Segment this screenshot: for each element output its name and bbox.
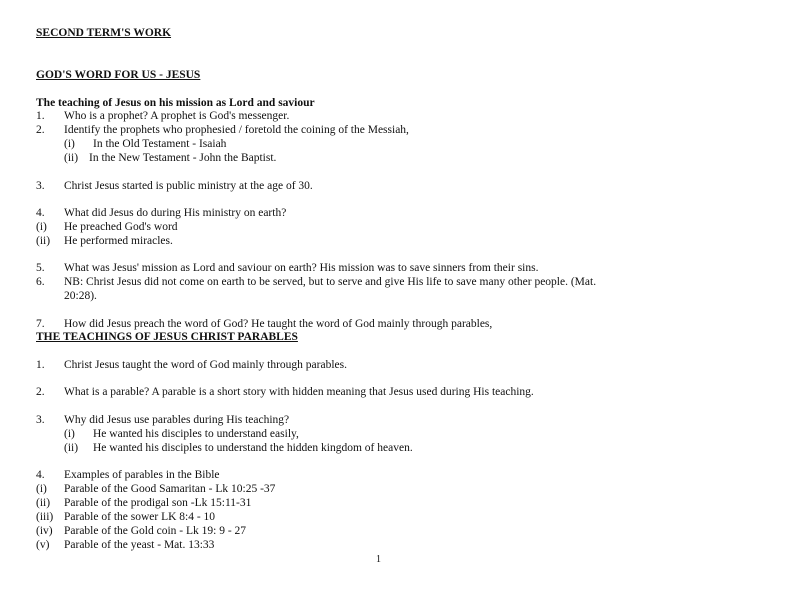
item-number: 3. bbox=[36, 414, 45, 426]
list-subitem bbox=[64, 152, 277, 166]
item-number: 4. bbox=[36, 469, 45, 481]
list-item bbox=[36, 469, 220, 483]
list-item bbox=[36, 318, 493, 332]
item-text: What is a parable? A parable is a short story with hidden meaning that Jesus used during His teaching. bbox=[64, 386, 534, 398]
item-text: Parable of the Gold coin - Lk 19: 9 - 27 bbox=[64, 525, 247, 537]
item-text: He preached God's word bbox=[64, 221, 178, 233]
item-number: 7. bbox=[36, 318, 45, 330]
item-number: (iii) bbox=[36, 511, 54, 523]
list-item bbox=[36, 262, 539, 276]
item-number: (i) bbox=[64, 428, 75, 440]
item-text: Identify the prophets who prophesied / foretold the coining of the Messiah, bbox=[64, 124, 409, 136]
item-text: Who is a prophet? A prophet is God's messenger. bbox=[64, 110, 290, 122]
item-number: 4. bbox=[36, 207, 45, 219]
list-item bbox=[36, 110, 290, 124]
item-number: (ii) bbox=[36, 235, 51, 247]
item-number: (i) bbox=[36, 483, 47, 495]
item-text: Christ Jesus taught the word of God mainly through parables. bbox=[64, 359, 347, 371]
item-text: Parable of the Good Samaritan - Lk 10:25 -37 bbox=[64, 483, 276, 495]
item-text: Parable of the prodigal son -Lk 15:11-31 bbox=[64, 497, 252, 509]
item-number: 6. bbox=[36, 276, 45, 288]
item-text: He performed miracles. bbox=[64, 235, 173, 247]
section-heading: THE TEACHINGS OF JESUS CHRIST PARABLES bbox=[36, 331, 298, 343]
item-number: (i) bbox=[64, 138, 75, 150]
list-subitem bbox=[64, 428, 299, 442]
item-number: (ii) bbox=[64, 152, 79, 164]
item-text: Parable of the yeast - Mat. 13:33 bbox=[64, 539, 215, 551]
item-text: How did Jesus preach the word of God? He taught the word of God mainly through parables, bbox=[64, 318, 493, 330]
item-number: 1. bbox=[36, 359, 45, 371]
list-subitem bbox=[36, 483, 276, 497]
item-text: In the New Testament - John the Baptist. bbox=[89, 152, 277, 164]
term-heading: SECOND TERM'S WORK bbox=[36, 27, 172, 39]
item-number: (i) bbox=[36, 221, 47, 233]
item-text: What was Jesus' mission as Lord and saviour on earth? His mission was to save sinners from their sins. bbox=[64, 262, 539, 274]
item-number: 5. bbox=[36, 262, 45, 274]
item-text: He wanted his disciples to understand easily, bbox=[93, 428, 299, 440]
topic-heading: GOD'S WORD FOR US - JESUS bbox=[36, 69, 201, 81]
item-text: Christ Jesus started is public ministry at the age of 30. bbox=[64, 180, 313, 192]
item-number: (ii) bbox=[64, 442, 79, 454]
subheading: The teaching of Jesus on his mission as Lord and saviour bbox=[36, 97, 315, 109]
list-subitem bbox=[36, 539, 215, 553]
list-subitem bbox=[36, 235, 173, 249]
item-text: Parable of the sower LK 8:4 - 10 bbox=[64, 511, 216, 523]
list-item bbox=[36, 386, 534, 400]
item-number: 2. bbox=[36, 386, 45, 398]
list-subitem bbox=[36, 511, 216, 525]
list-subitem bbox=[36, 525, 247, 539]
item-text: Why did Jesus use parables during His teaching? bbox=[64, 414, 290, 426]
item-text: What did Jesus do during His ministry on earth? bbox=[64, 207, 287, 219]
list-subitem bbox=[36, 221, 178, 235]
item-text: NB: Christ Jesus did not come on earth to be served, but to serve and give His life to save many other people. (Mat. bbox=[64, 276, 597, 288]
list-subitem bbox=[36, 497, 252, 511]
item-text-continued: 20:28). bbox=[64, 290, 97, 302]
list-item bbox=[36, 276, 597, 290]
item-number: 1. bbox=[36, 110, 45, 122]
list-item bbox=[36, 414, 290, 428]
item-text: He wanted his disciples to understand the hidden kingdom of heaven. bbox=[93, 442, 413, 454]
item-number: 2. bbox=[36, 124, 45, 136]
list-item bbox=[36, 124, 409, 138]
item-number: (iv) bbox=[36, 525, 53, 537]
page-number: 1 bbox=[376, 554, 381, 565]
item-number: 3. bbox=[36, 180, 45, 192]
list-subitem bbox=[64, 442, 413, 456]
item-text: In the Old Testament - Isaiah bbox=[93, 138, 227, 150]
list-item bbox=[36, 180, 313, 194]
list-item bbox=[36, 207, 287, 221]
item-number: (v) bbox=[36, 539, 50, 551]
item-number: (ii) bbox=[36, 497, 51, 509]
list-item bbox=[36, 359, 347, 373]
item-text: Examples of parables in the Bible bbox=[64, 469, 220, 481]
list-subitem bbox=[64, 138, 227, 152]
